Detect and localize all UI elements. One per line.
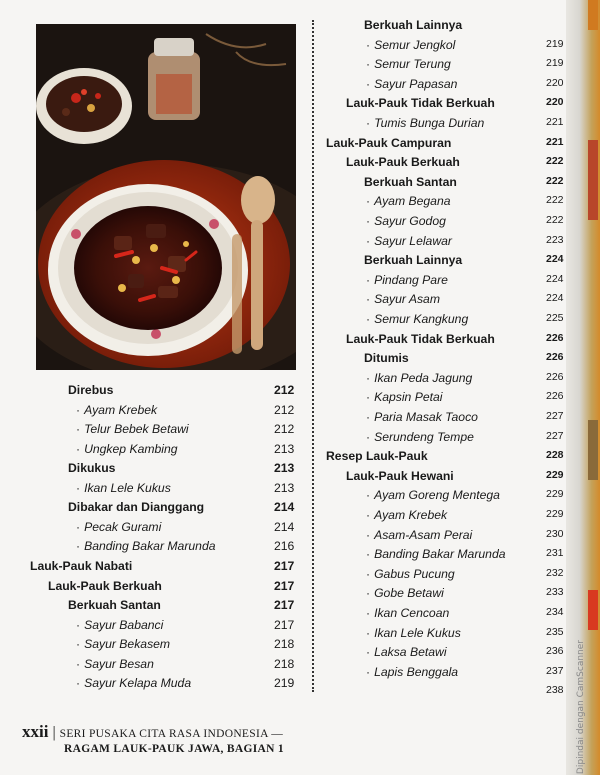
toc-entry-text: Sayur Babanci [84, 617, 164, 632]
toc-entry-text: Berkuah Lainnya [364, 253, 463, 268]
series-name: SERI PUSAKA CITA RASA INDONESIA — [59, 728, 284, 740]
toc-entry-title [346, 96, 495, 110]
toc-entry-text: Ungkep Kambing [84, 441, 178, 456]
toc-entry-title [366, 194, 451, 208]
toc-entry-title [366, 626, 461, 640]
toc-entry-title [366, 116, 484, 130]
toc-entry-text: Sayur Asam [374, 292, 440, 307]
toc-entry-text: Laksa Betawi [374, 645, 447, 660]
bullet-icon: · [366, 566, 371, 581]
toc-entry-text: Ayam Goreng Mentega [374, 488, 500, 503]
bullet-icon: · [366, 429, 371, 444]
toc-entry-page: 220 [546, 76, 564, 89]
toc-entry-title [366, 390, 443, 404]
toc-entry-text: Semur Jengkol [374, 37, 456, 52]
bullet-icon: · [76, 422, 81, 437]
toc-entry-text: Sayur Besan [84, 656, 154, 671]
toc-entry-title [364, 18, 462, 32]
toc-entry-text: Lapis Benggala [374, 664, 459, 679]
toc-entry-text: Paria Masak Taoco [374, 410, 478, 424]
toc-entry-page: 226 [546, 351, 564, 364]
bullet-icon: · [366, 664, 371, 679]
toc-entry-text: Pindang Pare [374, 272, 448, 287]
toc-entry-page: 222 [546, 214, 564, 226]
toc-entry-page: 217 [274, 578, 295, 593]
toc-entry-text: Semur Terung [374, 57, 451, 72]
bullet-icon: · [366, 76, 371, 91]
toc-entry-page: 217 [274, 558, 295, 573]
toc-entry-title [366, 567, 455, 581]
toc-entry-page: 228 [546, 449, 564, 462]
toc-entry-title [76, 422, 189, 436]
toc-entry-title [48, 579, 162, 593]
toc-entry-text: Ikan Cencoan [374, 606, 450, 620]
toc-entry-page: 214 [274, 519, 295, 534]
edge-tab [588, 590, 598, 630]
toc-entry-title [68, 461, 115, 475]
toc-entry-page: 212 [274, 383, 295, 397]
scanner-watermark: Dipindai dengan CamScanner [576, 640, 586, 775]
edge-tab [588, 420, 598, 480]
toc-entry-title [364, 351, 409, 365]
toc-entry-page: 229 [546, 488, 564, 501]
bullet-icon: · [76, 656, 81, 671]
toc-entry-text: Tumis Bunga Durian [374, 116, 485, 130]
toc-entry-title [76, 618, 163, 632]
edge-tab [588, 0, 598, 30]
bullet-icon: · [76, 441, 81, 456]
toc-entry-title [346, 155, 460, 169]
bullet-icon: · [76, 402, 81, 417]
bullet-icon: · [366, 37, 371, 52]
toc-entry-page: 229 [546, 468, 564, 481]
toc-entry-text: Resep Lauk-Pauk [326, 449, 428, 464]
bullet-icon: · [76, 637, 81, 652]
toc-entry-title [366, 77, 457, 91]
toc-entry-page: 226 [546, 331, 564, 344]
toc-entry-page: 212 [274, 402, 295, 417]
toc-entry-title [30, 559, 132, 573]
toc-entry-page: 214 [274, 500, 295, 515]
book-title: RAGAM LAUK-PAUK JAWA, BAGIAN 1 [64, 743, 284, 755]
toc-entry-text: Gabus Pucung [374, 566, 455, 581]
toc-entry-title [68, 598, 161, 612]
toc-entry-title [366, 430, 474, 444]
toc-entry-page: 212 [274, 422, 295, 437]
bullet-icon: · [366, 606, 371, 620]
bullet-icon: · [76, 480, 81, 495]
toc-entry-text: Berkuah Santan [68, 598, 161, 613]
toc-entry-text: Banding Bakar Marunda [84, 539, 216, 554]
bullet-icon: · [76, 539, 81, 554]
bullet-icon: · [366, 390, 371, 405]
toc-entry-title [366, 665, 458, 679]
bullet-icon: · [366, 547, 371, 562]
toc-entry-page: 220 [546, 96, 564, 109]
bullet-icon: · [366, 527, 371, 542]
toc-entry-text: Lauk-Pauk Tidak Berkuah [346, 96, 495, 111]
toc-entry-text: Ikan Lele Kukus [84, 480, 171, 495]
toc-entry-text: Lauk-Pauk Berkuah [48, 578, 162, 593]
toc-entry-title [366, 292, 440, 306]
page-number: xxii [22, 722, 49, 741]
toc-entry-title [76, 403, 157, 417]
toc-entry-page: 238 [546, 684, 564, 697]
toc-entry-page: 236 [546, 645, 564, 658]
toc-entry-title [366, 234, 452, 248]
toc-entry-page: 235 [546, 625, 564, 638]
toc-entry-text: Lauk-Pauk Nabati [30, 558, 133, 573]
bullet-icon: · [366, 625, 371, 640]
toc-entry-title [76, 657, 154, 671]
toc-entry-text: Direbus [68, 383, 114, 397]
toc-entry-text: Lauk-Pauk Berkuah [346, 155, 460, 170]
toc-entry-text: Sayur Kelapa Muda [84, 676, 192, 691]
toc-entry-text: Asam-Asam Perai [374, 527, 473, 542]
toc-entry-page: 227 [546, 429, 564, 442]
toc-entry-title [364, 253, 462, 267]
toc-entry-page: 230 [546, 527, 564, 540]
toc-entry-page: 224 [546, 253, 564, 266]
toc-entry-title [346, 469, 454, 483]
toc-entry-page: 217 [274, 617, 295, 632]
toc-entry-page: 222 [546, 194, 564, 207]
bullet-icon: · [366, 233, 371, 248]
toc-entry-page: 218 [274, 656, 295, 671]
toc-entry-text: Ayam Begana [374, 194, 451, 209]
toc-entry-text: Lauk-Pauk Hewani [346, 468, 454, 483]
toc-entry-title [68, 383, 113, 397]
toc-entry-title [366, 312, 468, 326]
bullet-icon: · [76, 676, 81, 691]
toc-entry-text: Serundeng Tempe [374, 429, 474, 444]
toc-entry-text: Pecak Gurami [84, 519, 162, 534]
toc-entry-page: 234 [546, 606, 564, 618]
toc-entry-title [326, 136, 451, 150]
toc-entry-text: Banding Bakar Marunda [374, 547, 506, 562]
toc-entry-page: 217 [274, 598, 295, 613]
toc-entry-page: 231 [546, 547, 564, 560]
toc-entry-title [76, 676, 191, 690]
footer-separator: | [52, 724, 60, 741]
bullet-icon: · [366, 586, 371, 601]
toc-entry-title [346, 332, 495, 346]
toc-entry-text: Sayur Godog [374, 214, 446, 228]
food-photo [36, 24, 296, 370]
page-footer [22, 722, 284, 755]
toc-entry-page: 223 [546, 233, 564, 246]
toc-entry-page: 226 [546, 370, 564, 383]
toc-entry-page: 221 [546, 135, 564, 148]
toc-entry-text: Ayam Krebek [84, 402, 158, 417]
bullet-icon: · [366, 272, 371, 287]
toc-entry-title [326, 449, 428, 463]
toc-entry-title [68, 500, 204, 514]
toc-entry-text: Semur Kangkung [374, 312, 469, 326]
toc-entry-text: Ikan Peda Jagung [374, 370, 473, 385]
toc-entry-title [366, 508, 447, 522]
toc-entry-page: 226 [546, 390, 564, 403]
toc-entry-page: 219 [546, 37, 564, 50]
bullet-icon: · [366, 508, 371, 522]
bullet-icon: · [76, 617, 81, 632]
toc-entry-page: 216 [274, 539, 295, 554]
toc-entry-title [366, 547, 506, 561]
toc-entry-page: 233 [546, 586, 564, 599]
bullet-icon: · [366, 57, 371, 72]
toc-entry-page: 221 [546, 116, 564, 128]
toc-entry-text: Sayur Bekasem [84, 637, 171, 652]
toc-entry-page: 225 [546, 312, 564, 324]
toc-entry-page: 218 [274, 637, 295, 652]
toc-entry-page: 219 [546, 57, 564, 70]
bullet-icon: · [366, 312, 371, 326]
toc-entry-text: Ayam Krebek [374, 508, 448, 522]
bullet-icon: · [366, 645, 371, 660]
toc-entry-title [366, 38, 455, 52]
toc-entry-page: 232 [546, 566, 564, 579]
bullet-icon: · [366, 488, 371, 503]
toc-entry-page: 227 [546, 410, 564, 422]
food-photo-illustration [36, 24, 296, 370]
toc-entry-title [366, 528, 472, 542]
column-divider [312, 20, 314, 692]
toc-entry-page: 224 [546, 292, 564, 305]
toc-entry-title [76, 637, 170, 651]
bullet-icon: · [366, 194, 371, 209]
bullet-icon: · [366, 410, 371, 424]
toc-entry-text: Berkuah Santan [364, 174, 457, 189]
bullet-icon: · [76, 519, 81, 534]
toc-entry-title [366, 488, 500, 502]
toc-entry-title [366, 586, 444, 600]
toc-entry-title [76, 520, 161, 534]
toc-entry-text: Gobe Betawi [374, 586, 444, 601]
toc-entry-title [366, 645, 447, 659]
toc-entry-title [76, 481, 171, 495]
toc-entry-title [366, 273, 448, 287]
toc-entry-page: 213 [274, 461, 295, 476]
toc-entry-title [366, 214, 446, 228]
toc-entry-page: 219 [274, 676, 295, 691]
toc-entry-page: 237 [546, 664, 564, 677]
toc-entry-title [76, 539, 216, 553]
toc-entry-title [366, 371, 472, 385]
toc-entry-text: Lauk-Pauk Campuran [326, 135, 452, 150]
edge-tab [588, 140, 598, 220]
toc-entry-text: Kapsin Petai [374, 390, 443, 405]
toc-entry-text: Ditumis [364, 351, 409, 366]
toc-entry-title [366, 57, 451, 71]
toc-entry-text: Dibakar dan Dianggang [68, 500, 205, 515]
toc-entry-title [364, 175, 457, 189]
toc-entry-title [76, 442, 178, 456]
bullet-icon: · [366, 292, 371, 307]
toc-entry-text: Telur Bebek Betawi [84, 422, 189, 437]
toc-entry-page: 222 [546, 174, 564, 187]
toc-entry-page: 213 [274, 441, 295, 456]
toc-entry-page: 213 [274, 480, 295, 495]
bullet-icon: · [366, 116, 371, 130]
toc-entry-text: Sayur Papasan [374, 76, 458, 91]
toc-entry-title [366, 606, 449, 620]
toc-entry-text: Sayur Lelawar [374, 233, 452, 248]
bullet-icon: · [366, 370, 371, 385]
toc-entry-text: Berkuah Lainnya [364, 18, 463, 32]
toc-entry-page: 222 [546, 155, 564, 168]
toc-entry-text: Dikukus [68, 461, 116, 476]
toc-entry-page: 224 [546, 272, 564, 285]
toc-entry-text: Lauk-Pauk Tidak Berkuah [346, 331, 495, 346]
toc-entry-page: 229 [546, 508, 564, 520]
bullet-icon: · [366, 214, 371, 228]
toc-entry-text: Ikan Lele Kukus [374, 625, 461, 640]
toc-entry-title [366, 410, 478, 424]
